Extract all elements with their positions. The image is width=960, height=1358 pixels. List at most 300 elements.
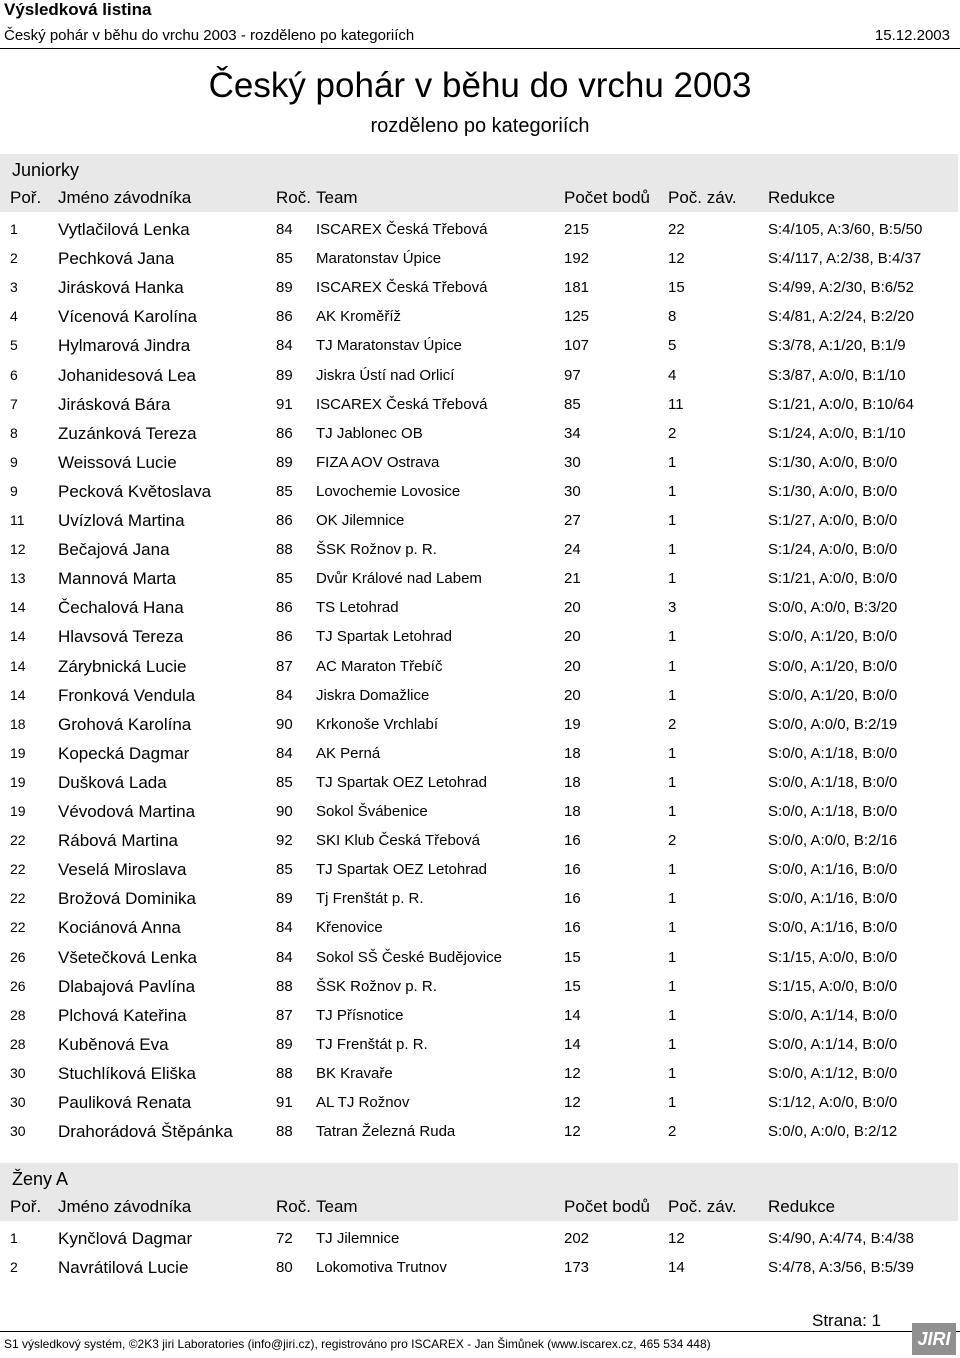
cell-rank: 19 [10, 773, 26, 790]
cell-points: 24 [564, 541, 581, 559]
cell-races: 1 [668, 948, 677, 966]
cell-reduction: S:1/15, A:0/0, B:0/0 [768, 948, 898, 966]
cell-team: OK Jilemnice [316, 512, 405, 529]
column-header-reduction: Redukce [768, 1197, 836, 1216]
cell-reduction: S:1/21, A:0/0, B:10/64 [768, 395, 914, 413]
cell-points: 16 [564, 832, 581, 850]
cell-rank: 19 [10, 744, 26, 761]
table-row [0, 563, 958, 592]
cell-birth-year: 85 [276, 482, 293, 500]
cell-rank: 13 [10, 570, 26, 587]
cell-team: TJ Spartak OEZ Letohrad [316, 773, 487, 791]
cell-races: 1 [668, 890, 677, 908]
cell-points: 30 [564, 482, 581, 500]
cell-birth-year: 87 [276, 657, 293, 675]
table-row [0, 214, 958, 243]
cell-races: 1 [668, 1094, 677, 1111]
cell-team: ISCAREX Česká Třebová [316, 395, 488, 413]
cell-points: 20 [564, 657, 581, 675]
cell-name: Vícenová Karolína [58, 307, 197, 327]
cell-team: SKI Klub Česká Třebová [316, 832, 480, 850]
cell-points: 15 [564, 948, 581, 966]
table-row [0, 825, 958, 854]
cell-name: Grohová Karolína [58, 714, 192, 734]
cell-races: 2 [668, 1123, 677, 1141]
cell-birth-year: 84 [276, 948, 293, 966]
cell-races: 1 [668, 541, 677, 559]
cell-team: Krkonoše Vrchlabí [316, 715, 439, 733]
cell-points: 16 [564, 919, 581, 937]
footer-text: S1 výsledkový systém, ©2K3 jiri Laboratories (info@jiri.cz), registrováno pro ISCAREX - Jan Šimůnek (www.iscarex.cz, 465 534 448) [4, 1337, 711, 1351]
cell-races: 1 [668, 861, 677, 879]
cell-races: 1 [668, 657, 677, 675]
main-subtitle: rozděleno po kategoriích [370, 115, 590, 137]
cell-races: 1 [668, 1064, 677, 1082]
cell-races: 12 [668, 250, 685, 268]
cell-name: Veselá Miroslava [58, 860, 187, 880]
cell-reduction: S:4/81, A:2/24, B:2/20 [768, 308, 914, 326]
table-row [0, 854, 958, 883]
cell-rank: 6 [10, 366, 18, 383]
cell-name: Čechalová Hana [58, 598, 184, 618]
table-row [0, 680, 958, 709]
cell-races: 11 [668, 395, 684, 413]
column-header-row [0, 1191, 958, 1221]
cell-birth-year: 85 [276, 773, 293, 791]
cell-reduction: S:4/105, A:3/60, B:5/50 [768, 221, 923, 238]
cell-name: Navrátilová Lucie [58, 1258, 189, 1278]
table-row [0, 389, 958, 418]
category-header [0, 154, 958, 184]
column-header-points: Počet bodů [564, 188, 651, 207]
cell-team: Tatran Železná Ruda [316, 1123, 456, 1141]
cell-name: Mannová Marta [58, 569, 177, 589]
cell-points: 12 [564, 1123, 581, 1141]
page-label: Strana: [812, 1311, 867, 1330]
main-title: Český pohár v běhu do vrchu 2003 [208, 66, 752, 105]
cell-reduction: S:4/99, A:2/30, B:6/52 [768, 279, 914, 297]
cell-races: 1 [668, 773, 677, 791]
cell-rank: 22 [10, 832, 26, 849]
cell-name: Stuchlíková Eliška [58, 1063, 196, 1083]
cell-name: Hlavsová Tereza [58, 627, 184, 647]
cell-rank: 22 [10, 861, 26, 878]
table-row [0, 796, 958, 825]
cell-rank: 1 [10, 1230, 18, 1246]
cell-points: 21 [564, 570, 581, 588]
cell-rank: 14 [10, 686, 26, 703]
cell-races: 3 [668, 599, 677, 617]
cell-team: ISCAREX Česká Třebová [316, 279, 488, 297]
cell-reduction: S:0/0, A:0/0, B:2/16 [768, 832, 898, 850]
cell-reduction: S:0/0, A:1/16, B:0/0 [768, 890, 898, 908]
cell-rank: 19 [10, 803, 26, 819]
cell-birth-year: 85 [276, 250, 293, 268]
column-header-points: Počet bodů [564, 1197, 651, 1216]
cell-name: Pechková Jana [58, 249, 175, 269]
cell-reduction: S:1/12, A:0/0, B:0/0 [768, 1094, 898, 1111]
cell-races: 12 [668, 1230, 685, 1247]
cell-name: Jirásková Bára [58, 394, 171, 414]
table-row [0, 534, 958, 563]
cell-birth-year: 88 [276, 977, 293, 995]
cell-birth-year: 86 [276, 308, 293, 326]
cell-birth-year: 91 [276, 395, 293, 413]
cell-team: ŠSK Rožnov p. R. [316, 541, 437, 559]
cell-races: 2 [668, 715, 677, 733]
table-row [0, 592, 958, 621]
cell-races: 1 [668, 1035, 677, 1053]
cell-name: Bečajová Jana [58, 540, 170, 560]
cell-birth-year: 89 [276, 453, 293, 471]
cell-points: 215 [564, 221, 590, 238]
cell-team: Sokol SŠ České Budějovice [316, 948, 502, 966]
cell-name: Vévodová Martina [58, 802, 196, 821]
cell-name: Kociánová Anna [58, 918, 181, 938]
cell-team: FIZA AOV Ostrava [316, 453, 440, 471]
cell-reduction: S:0/0, A:1/14, B:0/0 [768, 1035, 898, 1053]
table-row [0, 651, 958, 680]
cell-reduction: S:1/21, A:0/0, B:0/0 [768, 570, 898, 588]
table-row [0, 360, 958, 389]
cell-birth-year: 85 [276, 861, 293, 879]
cell-team: Sokol Švábenice [316, 803, 428, 820]
table-row [0, 301, 958, 330]
cell-rank: 4 [10, 308, 18, 325]
cell-points: 16 [564, 861, 581, 879]
cell-rank: 9 [10, 453, 18, 470]
page-number: 1 [871, 1311, 882, 1330]
cell-points: 14 [564, 1035, 581, 1053]
cell-rank: 18 [10, 715, 26, 732]
cell-races: 22 [668, 221, 685, 238]
cell-team: Maratonstav Úpice [316, 250, 442, 268]
cell-team: AL TJ Rožnov [316, 1094, 410, 1111]
cell-name: Plchová Kateřina [58, 1005, 187, 1025]
cell-name: Drahorádová Štěpánka [58, 1122, 233, 1142]
cell-name: Hylmarová Jindra [58, 336, 191, 356]
cell-team: TJ Maratonstav Úpice [316, 337, 462, 355]
table-row [0, 1058, 958, 1087]
table-row [0, 738, 958, 767]
cell-points: 97 [564, 366, 581, 384]
cell-points: 19 [564, 715, 581, 733]
cell-name: Rábová Martina [58, 831, 179, 851]
column-header-team: Team [316, 1197, 358, 1216]
cell-team: TJ Přísnotice [316, 1006, 404, 1024]
cell-rank: 30 [10, 1064, 26, 1081]
cell-birth-year: 90 [276, 715, 293, 733]
cell-races: 1 [668, 1006, 677, 1024]
column-header-team: Team [316, 188, 358, 207]
cell-name: Dušková Lada [58, 772, 167, 792]
cell-birth-year: 88 [276, 1064, 293, 1082]
table-row [0, 447, 958, 476]
cell-races: 1 [668, 628, 677, 646]
table-row [0, 476, 958, 505]
cell-reduction: S:0/0, A:1/16, B:0/0 [768, 919, 898, 937]
cell-rank: 22 [10, 919, 26, 936]
cell-rank: 2 [10, 250, 18, 267]
cell-rank: 5 [10, 337, 18, 354]
cell-points: 173 [564, 1259, 590, 1277]
cell-rank: 7 [10, 395, 18, 412]
column-header-birth-year: Roč. [276, 188, 311, 207]
table-row [0, 1029, 958, 1058]
doc-title: Výsledková listina [4, 0, 152, 19]
cell-birth-year: 89 [276, 279, 293, 297]
cell-rank: 11 [10, 512, 25, 528]
cell-reduction: S:3/78, A:1/20, B:1/9 [768, 337, 906, 355]
table-row [0, 883, 958, 912]
cell-birth-year: 87 [276, 1006, 293, 1024]
table-row [0, 1087, 958, 1116]
cell-points: 107 [564, 337, 590, 355]
column-header-reduction: Redukce [768, 188, 836, 207]
cell-name: Kopecká Dagmar [58, 743, 190, 763]
cell-races: 2 [668, 424, 677, 442]
column-header-rank: Poř. [10, 1197, 42, 1216]
category-name: Juniorky [12, 160, 80, 180]
category-name: Ženy A [12, 1169, 69, 1189]
cell-races: 4 [668, 366, 677, 384]
cell-team: AK Perná [316, 744, 381, 762]
cell-name: Fronková Vendula [58, 685, 196, 705]
cell-races: 15 [668, 279, 685, 297]
table-row [0, 1252, 958, 1281]
column-header-races: Poč. záv. [668, 1197, 737, 1216]
cell-birth-year: 86 [276, 424, 293, 442]
cell-races: 14 [668, 1259, 685, 1277]
cell-points: 12 [564, 1094, 581, 1111]
cell-name: Zuzánková Tereza [58, 423, 197, 443]
cell-name: Kuběnová Eva [58, 1034, 169, 1054]
cell-team: TJ Spartak OEZ Letohrad [316, 861, 487, 879]
cell-points: 85 [564, 395, 581, 413]
cell-points: 20 [564, 628, 581, 646]
cell-rank: 1 [10, 221, 18, 237]
table-row [0, 243, 958, 272]
cell-name: Pecková Květoslava [58, 481, 212, 501]
category-header [0, 1163, 958, 1193]
cell-birth-year: 84 [276, 919, 293, 937]
cell-team: BK Kravaře [316, 1064, 393, 1082]
cell-team: TS Letohrad [316, 599, 399, 617]
table-row [0, 330, 958, 359]
table-row [0, 1000, 958, 1029]
cell-points: 181 [564, 279, 590, 297]
cell-reduction: S:0/0, A:1/18, B:0/0 [768, 773, 898, 791]
cell-birth-year: 88 [276, 1123, 293, 1141]
table-row [0, 971, 958, 1000]
cell-birth-year: 86 [276, 599, 293, 617]
cell-birth-year: 85 [276, 570, 293, 588]
table-row [0, 621, 958, 650]
cell-points: 27 [564, 512, 581, 529]
cell-races: 1 [668, 512, 677, 529]
cell-rank: 26 [10, 948, 26, 965]
cell-rank: 12 [10, 541, 26, 558]
cell-reduction: S:0/0, A:1/20, B:0/0 [768, 686, 898, 704]
cell-races: 1 [668, 570, 677, 588]
cell-reduction: S:0/0, A:1/18, B:0/0 [768, 803, 898, 820]
cell-points: 202 [564, 1230, 590, 1247]
jiri-logo: JIRI [912, 1323, 956, 1355]
table-row [0, 418, 958, 447]
page-indicator [812, 1311, 881, 1331]
cell-reduction: S:1/24, A:0/0, B:1/10 [768, 424, 906, 442]
table-row [0, 1116, 958, 1145]
column-header-rank: Poř. [10, 188, 42, 207]
cell-birth-year: 84 [276, 337, 293, 355]
cell-points: 34 [564, 424, 581, 442]
cell-birth-year: 80 [276, 1259, 293, 1277]
cell-rank: 3 [10, 279, 18, 296]
cell-points: 16 [564, 890, 581, 908]
cell-rank: 28 [10, 1006, 26, 1023]
cell-birth-year: 89 [276, 366, 293, 384]
cell-rank: 26 [10, 977, 26, 994]
cell-reduction: S:3/87, A:0/0, B:1/10 [768, 366, 906, 384]
cell-birth-year: 92 [276, 832, 293, 850]
cell-name: Kynčlová Dagmar [58, 1229, 193, 1248]
cell-name: Zárybnická Lucie [58, 656, 187, 676]
cell-rank: 30 [10, 1123, 26, 1140]
cell-reduction: S:4/78, A:3/56, B:5/39 [768, 1259, 914, 1277]
cell-team: AC Maraton Třebíč [316, 657, 443, 675]
cell-name: Vytlačilová Lenka [58, 220, 190, 239]
cell-reduction: S:0/0, A:0/0, B:3/20 [768, 599, 898, 617]
cell-team: Lovochemie Lovosice [316, 482, 461, 500]
cell-team: TJ Spartak Letohrad [316, 628, 452, 646]
cell-reduction: S:0/0, A:1/20, B:0/0 [768, 657, 898, 675]
cell-reduction: S:0/0, A:1/12, B:0/0 [768, 1064, 898, 1082]
table-row [0, 912, 958, 941]
column-header-races: Poč. záv. [668, 188, 737, 207]
cell-points: 18 [564, 744, 581, 762]
cell-reduction: S:1/27, A:0/0, B:0/0 [768, 512, 898, 529]
cell-team: Tj Frenštát p. R. [316, 890, 424, 908]
cell-points: 30 [564, 453, 581, 471]
cell-birth-year: 84 [276, 221, 293, 238]
footer-divider [0, 1331, 960, 1332]
cell-points: 18 [564, 803, 581, 820]
cell-points: 125 [564, 308, 590, 326]
cell-birth-year: 72 [276, 1230, 293, 1247]
cell-races: 5 [668, 337, 677, 355]
cell-name: Jirásková Hanka [58, 278, 184, 298]
table-row [0, 767, 958, 796]
cell-birth-year: 86 [276, 628, 293, 646]
table-row [0, 709, 958, 738]
cell-reduction: S:1/30, A:0/0, B:0/0 [768, 482, 898, 500]
cell-team: Lokomotiva Trutnov [316, 1259, 447, 1277]
cell-team: Dvůr Králové nad Labem [316, 570, 482, 588]
cell-points: 192 [564, 250, 590, 268]
cell-birth-year: 91 [276, 1094, 293, 1111]
cell-races: 1 [668, 977, 677, 995]
cell-points: 20 [564, 599, 581, 617]
cell-name: Dlabajová Pavlína [58, 976, 196, 996]
cell-team: Jiskra Ústí nad Orlicí [316, 366, 455, 384]
cell-birth-year: 88 [276, 541, 293, 559]
cell-races: 1 [668, 919, 677, 937]
table-row [0, 272, 958, 301]
cell-team: TJ Frenštát p. R. [316, 1035, 428, 1053]
cell-reduction: S:1/24, A:0/0, B:0/0 [768, 541, 898, 559]
cell-name: Johanidesová Lea [58, 365, 197, 385]
cell-races: 1 [668, 803, 677, 820]
cell-points: 12 [564, 1064, 581, 1082]
cell-reduction: S:1/30, A:0/0, B:0/0 [768, 453, 898, 471]
cell-rank: 28 [10, 1035, 26, 1052]
top-divider [0, 48, 960, 49]
cell-birth-year: 90 [276, 803, 293, 820]
cell-rank: 14 [10, 599, 26, 616]
cell-races: 1 [668, 686, 677, 704]
cell-name: Weissová Lucie [58, 452, 177, 472]
cell-rank: 2 [10, 1259, 18, 1276]
cell-rank: 8 [10, 424, 18, 441]
column-header-row [0, 182, 958, 212]
table-row [0, 942, 958, 971]
doc-date: 15.12.2003 [874, 27, 950, 44]
cell-team: ŠSK Rožnov p. R. [316, 977, 437, 995]
column-header-name: Jméno závodníka [58, 188, 192, 207]
cell-team: ISCAREX Česká Třebová [316, 221, 488, 238]
cell-name: Všetečková Lenka [58, 947, 197, 967]
cell-points: 15 [564, 977, 581, 995]
cell-reduction: S:0/0, A:1/16, B:0/0 [768, 861, 898, 879]
table-row [0, 1223, 958, 1252]
cell-races: 1 [668, 482, 677, 500]
cell-birth-year: 89 [276, 890, 293, 908]
cell-reduction: S:4/117, A:2/38, B:4/37 [768, 250, 922, 268]
cell-team: TJ Jilemnice [316, 1230, 400, 1247]
cell-reduction: S:4/90, A:4/74, B:4/38 [768, 1230, 914, 1247]
cell-reduction: S:0/0, A:1/20, B:0/0 [768, 628, 898, 646]
cell-name: Brožová Dominika [58, 889, 196, 909]
cell-points: 18 [564, 773, 581, 791]
cell-rank: 14 [10, 657, 26, 674]
cell-races: 2 [668, 832, 677, 850]
cell-birth-year: 89 [276, 1035, 293, 1053]
cell-reduction: S:0/0, A:0/0, B:2/12 [768, 1123, 898, 1141]
cell-team: Jiskra Domažlice [316, 686, 430, 704]
cell-reduction: S:0/0, A:0/0, B:2/19 [768, 715, 898, 733]
cell-rank: 30 [10, 1094, 26, 1110]
cell-team: Křenovice [316, 919, 383, 937]
cell-team: TJ Jablonec OB [316, 424, 423, 442]
cell-rank: 22 [10, 890, 26, 907]
cell-races: 8 [668, 308, 677, 326]
column-header-birth-year: Roč. [276, 1197, 311, 1216]
table-row [0, 505, 958, 534]
column-header-name: Jméno závodníka [58, 1197, 192, 1216]
cell-birth-year: 84 [276, 686, 293, 704]
cell-points: 14 [564, 1006, 581, 1024]
cell-birth-year: 86 [276, 512, 293, 529]
cell-points: 20 [564, 686, 581, 704]
cell-name: Uvízlová Martina [58, 511, 185, 530]
cell-name: Pauliková Renata [58, 1093, 192, 1112]
cell-team: AK Kroměříž [316, 308, 402, 326]
cell-reduction: S:0/0, A:1/14, B:0/0 [768, 1006, 898, 1024]
cell-birth-year: 84 [276, 744, 293, 762]
cell-reduction: S:0/0, A:1/18, B:0/0 [768, 744, 898, 762]
cell-rank: 9 [10, 482, 18, 499]
cell-races: 1 [668, 744, 677, 762]
